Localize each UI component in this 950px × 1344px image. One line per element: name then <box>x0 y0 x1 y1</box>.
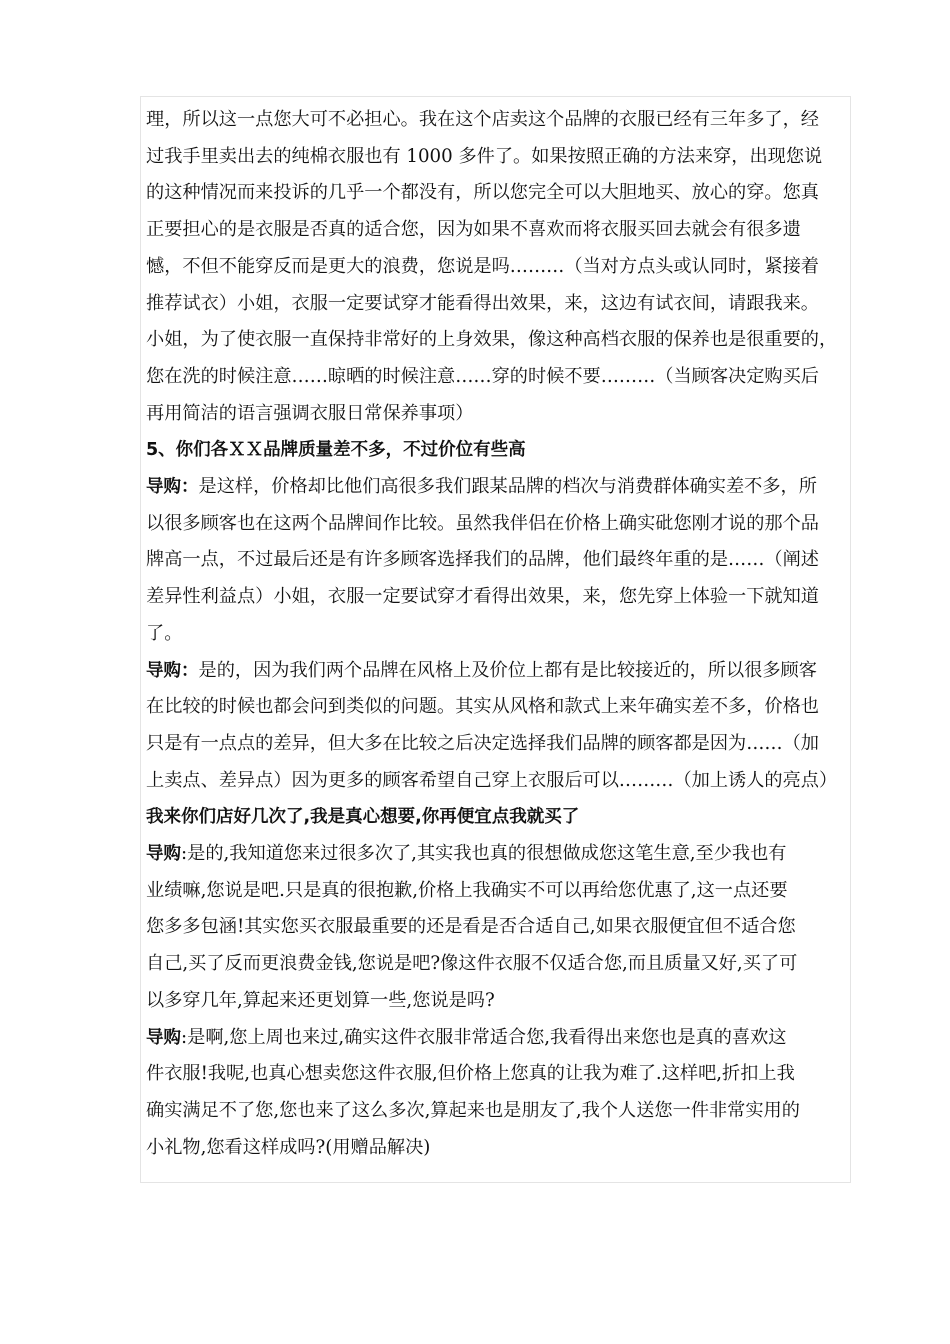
text-line: 以多穿几年,算起来还更划算一些,您说是吗? <box>146 989 495 1011</box>
text-line: 业绩嘛,您说是吧.只是真的很抱歉,价格上我确实不可以再给您优惠了,这一点还要 <box>146 879 788 901</box>
text-line: 上卖点、差异点）因为更多的顾客希望自己穿上衣服后可以………（加上诱人的亮点） <box>146 769 838 791</box>
text-line <box>146 836 850 873</box>
text-line: 的这种情况而来投诉的几乎一个都没有，所以您完全可以大胆地买、放心的穿。您真 <box>146 182 819 204</box>
text-line: 了。 <box>146 622 183 644</box>
text-line: 憾，不但不能穿反而是更大的浪费，您说是吗………（当对方点头或认同时，紧接着 <box>146 255 819 277</box>
speaker-label: 导购 <box>146 844 181 865</box>
text-line: 理，所以这一点您大可不必担心。我在这个店卖这个品牌的衣服已经有三年多了，经 <box>146 109 819 130</box>
section-heading: 我来你们店好几次了,我是真心想要,你再便宜点我就买了 <box>146 807 580 828</box>
answer-paragraph <box>146 1020 850 1167</box>
speaker-label: 导购： <box>146 477 199 498</box>
document-content <box>146 102 850 1166</box>
text-line: 件衣服!我呢,也真心想卖您这件衣服,但价格上您真的让我为难了.这样吧,折扣上我 <box>146 1063 795 1085</box>
text-line: 差异性利益点）小姐，衣服一定要试穿才看得出效果，来，您先穿上体验一下就知道 <box>146 586 819 608</box>
text-line: 以很多顾客也在这两个品牌间作比较。虽然我伴侣在价格上确实砒您刚才说的那个品 <box>146 512 819 534</box>
text-line <box>146 469 850 506</box>
speaker-label: 导购： <box>146 660 199 681</box>
text-line: 自己,买了反而更浪费金钱,您说是吧?像这件衣服不仅适合您,而且质量又好,买了可 <box>146 953 798 975</box>
text-line <box>146 653 850 690</box>
text-segment: 是的，因为我们两个品牌在风格上及价位上都有是比较接近的，所以很多顾客 <box>198 659 817 681</box>
paragraph-continued <box>146 102 850 432</box>
answer-paragraph <box>146 653 850 800</box>
text-segment: :是的,我知道您来过很多次了,其实我也真的很想做成您这笔生意,至少我也有 <box>181 843 787 865</box>
text-line: 只是有一点点的差异，但大多在比较之后决定选择我们品牌的顾客都是因为……（加 <box>146 732 819 754</box>
answer-paragraph <box>146 836 850 1020</box>
text-line: 小姐，为了使衣服一直保持非常好的上身效果，像这种高档衣服的保养也是很重要的， <box>146 329 838 351</box>
text-line: 牌高一点，不过最后还是有许多顾客选择我们的品牌，他们最终年重的是……（阐述 <box>146 549 819 571</box>
answer-paragraph <box>146 469 850 653</box>
text-segment: 是这样，价格却比他们高很多我们跟某品牌的档次与消费群体确实差不多，所 <box>198 476 817 498</box>
text-line <box>146 1020 850 1057</box>
text-segment: :是啊,您上周也来过,确实这件衣服非常适合您,我看得出来您也是真的喜欢这 <box>181 1026 787 1048</box>
text-line: 在比较的时候也都会问到类似的问题。其实从风格和款式上来年确实差不多，价格也 <box>146 696 819 718</box>
text-line: 小礼物,您看这样成吗?(用赠品解决) <box>146 1136 431 1158</box>
text-line: 再用简洁的语言强调衣服日常保养事项） <box>146 402 474 424</box>
text-line: 过我手里卖出去的纯棉衣服也有 1000 多件了。如果按照正确的方法来穿，出现您说 <box>146 145 823 167</box>
text-line: 您在洗的时候注意……晾晒的时候注意……穿的时候不要………（当顾客决定购买后 <box>146 365 819 387</box>
text-line: 您多多包涵!其实您买衣服最重要的还是看是否合适自己,如果衣服便宜但不适合您 <box>146 916 796 938</box>
text-line: 确实满足不了您,您也来了这么多次,算起来也是朋友了,我个人送您一件非常实用的 <box>146 1099 800 1121</box>
text-line: 正要担心的是衣服是否真的适合您，因为如果不喜欢而将衣服买回去就会有很多遗 <box>146 219 801 241</box>
text-line: 推荐试衣）小姐，衣服一定要试穿才能看得出效果，来，这边有试衣间，请跟我来。 <box>146 292 819 314</box>
speaker-label: 导购 <box>146 1027 181 1048</box>
section-heading: 5、你们各ＸＸ品牌质量差不多，不过价位有些高 <box>146 440 526 461</box>
